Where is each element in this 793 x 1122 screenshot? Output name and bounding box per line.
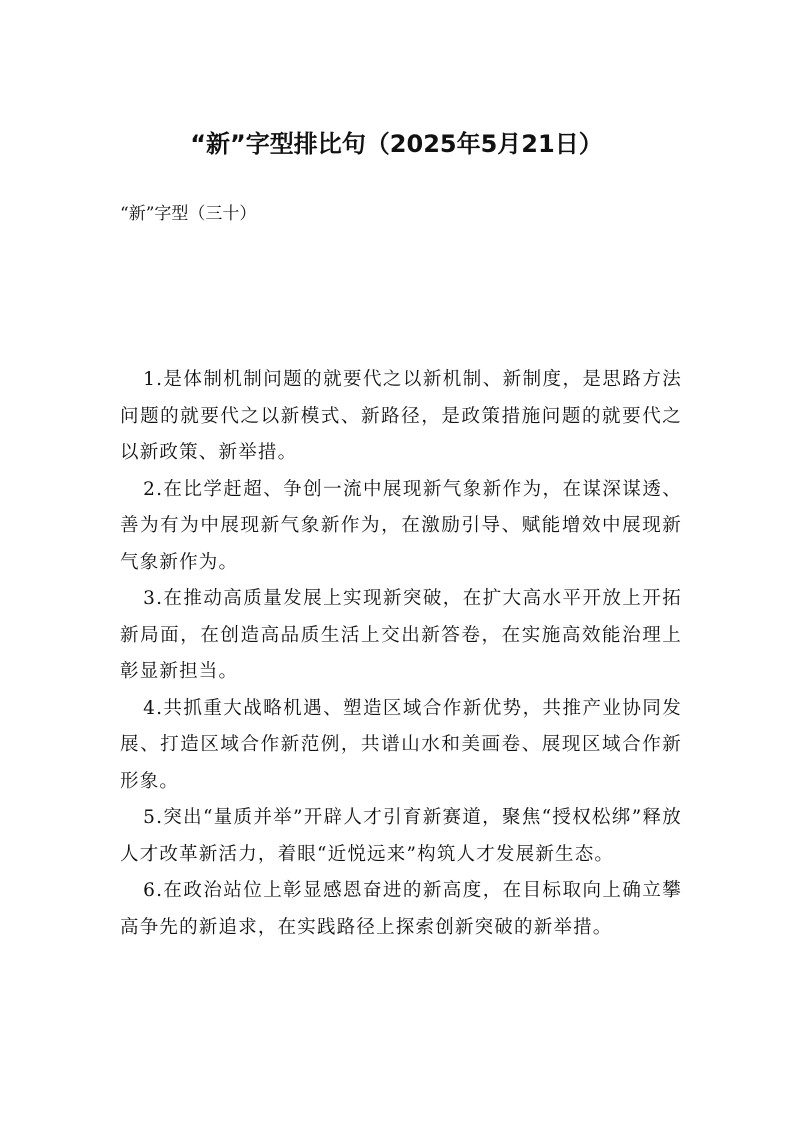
document-subtitle: “新”字型（三十） xyxy=(120,204,257,224)
paragraph-5: 5.突出“量质并举”开辟人才引育新赛道，聚焦“授权松绑”释放人才改革新活力，着眼“近悦远来”构筑人才发展新生态。 xyxy=(120,807,682,865)
document-title: “新”字型排比句（2025年5月21日） xyxy=(190,130,603,158)
document-body xyxy=(120,362,682,946)
paragraph-3: 3.在推动高质量发展上实现新突破，在扩大高水平开放上开拓新局面，在创造高品质生活上交出新答卷，在实施高效能治理上彰显新担当。 xyxy=(120,588,682,682)
paragraph-4: 4.共抓重大战略机遇、塑造区域合作新优势，共推产业协同发展、打造区域合作新范例，共谱山水和美画卷、展现区域合作新形象。 xyxy=(120,697,682,792)
paragraph-1: 1.是体制机制问题的就要代之以新机制、新制度，是思路方法问题的就要代之以新模式、新路径，是政策措施问题的就要代之以新政策、新举措。 xyxy=(120,369,682,463)
paragraph-2: 2.在比学赶超、争创一流中展现新气象新作为，在谋深谋透、善为有为中展现新气象新作为，在激励引导、赋能增效中展现新气象新作为。 xyxy=(120,478,682,573)
paragraph-6: 6.在政治站位上彰显感恩奋进的新高度，在目标取向上确立攀高争先的新追求，在实践路径上探索创新突破的新举措。 xyxy=(120,880,682,938)
